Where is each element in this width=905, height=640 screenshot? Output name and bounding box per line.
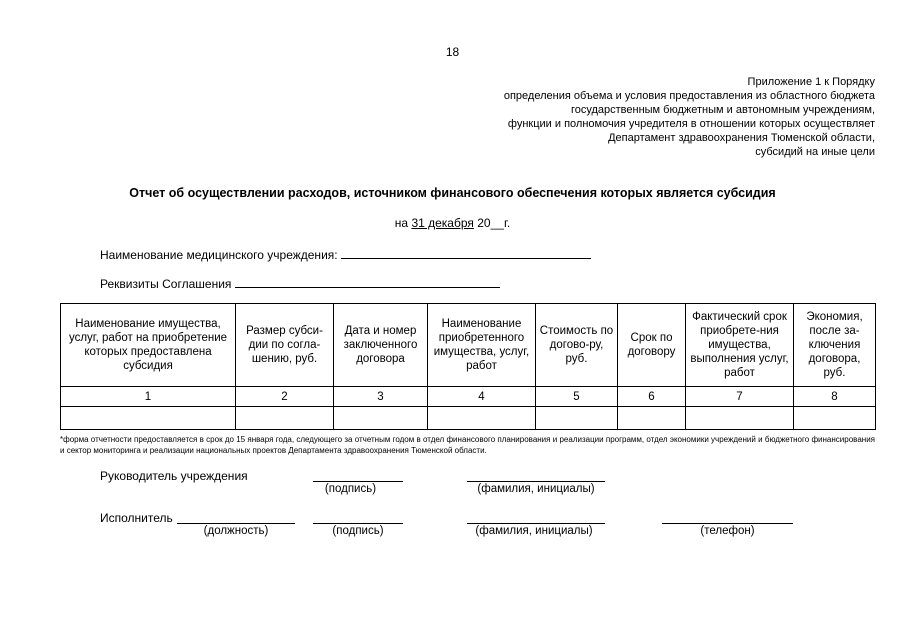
head-name-line[interactable] [467, 481, 605, 482]
table-header-cell: Экономия, после за-ключения договора, руб. [794, 304, 876, 387]
head-signature-caption: (подпись) [324, 483, 377, 495]
table-cell[interactable] [334, 407, 428, 430]
table-header-cell: Наименование имущества, услуг, работ на приобретение которых предоставлена субсидия [61, 304, 236, 387]
column-number: 5 [536, 387, 618, 407]
column-number: 2 [236, 387, 334, 407]
column-number: 6 [618, 387, 686, 407]
date-prefix: на [394, 216, 412, 230]
appendix-line: государственным бюджетным и автономным учреждениям, [570, 104, 875, 116]
agreement-blank-line[interactable] [235, 275, 500, 288]
table-cell[interactable] [236, 407, 334, 430]
table-number-row [61, 387, 876, 407]
column-number: 1 [61, 387, 236, 407]
table-header-cell: Наименование приобретенного имущества, услуг, работ [428, 304, 536, 387]
page-number: 18 [445, 45, 460, 59]
date-day-month: 31 декабря [411, 216, 474, 230]
appendix-line: функции и полномочия учредителя в отношении которых осуществляет [507, 118, 875, 130]
date-year: 20__г. [477, 216, 511, 230]
table-header-cell: Стоимость по догово-ру, руб. [536, 304, 618, 387]
executor-signature-line[interactable] [313, 523, 403, 524]
executor-name-line[interactable] [467, 523, 605, 524]
head-label: Руководитель учреждения [100, 469, 248, 483]
executor-name-caption: (фамилия, инициалы) [475, 525, 593, 537]
appendix-line: Приложение 1 к Порядку [747, 76, 875, 88]
institution-field [100, 246, 591, 262]
head-name-caption: (фамилия, инициалы) [477, 483, 595, 495]
institution-label: Наименование медицинского учреждения: [100, 248, 338, 262]
report-table [60, 303, 876, 430]
table-cell[interactable] [536, 407, 618, 430]
appendix-line: определения объема и условия предоставления из областного бюджета [503, 90, 875, 102]
head-signature-line[interactable] [313, 481, 403, 482]
executor-label: Исполнитель [100, 511, 173, 525]
column-number: 8 [794, 387, 876, 407]
table-header-row [61, 304, 876, 387]
table-header-cell: Срок по договору [618, 304, 686, 387]
table-header-cell: Дата и номер заключенного договора [334, 304, 428, 387]
appendix-line: субсидий на иные цели [755, 146, 875, 158]
table-cell[interactable] [794, 407, 876, 430]
table-cell[interactable] [61, 407, 236, 430]
column-number: 4 [428, 387, 536, 407]
table-cell[interactable] [428, 407, 536, 430]
appendix-header [504, 75, 875, 159]
table-row [61, 407, 876, 430]
agreement-label: Реквизиты Соглашения [100, 277, 232, 291]
executor-position-caption: (должность) [203, 525, 269, 537]
executor-phone-caption: (телефон) [700, 525, 755, 537]
executor-signature-caption: (подпись) [332, 525, 384, 537]
report-title: Отчет об осуществлении расходов, источником финансового обеспечения которых является субсидия [129, 186, 776, 200]
table-header-cell: Размер субси-дии по согла-шению, руб. [236, 304, 334, 387]
report-date [0, 216, 905, 230]
appendix-line: Департамент здравоохранения Тюменской области, [608, 132, 875, 144]
table-header-cell: Фактический срок приобрете-ния имущества, выполнения услуг, работ [686, 304, 794, 387]
column-number: 3 [334, 387, 428, 407]
institution-blank-line[interactable] [341, 246, 591, 259]
table-cell[interactable] [618, 407, 686, 430]
executor-phone-line[interactable] [662, 523, 793, 524]
column-number: 7 [686, 387, 794, 407]
footnote: *форма отчетности предоставляется в срок до 15 января года, следующего за отчетным годом в отдел финансового планирования и реализации программ, отдел экономики учреждений и бюджетного финансирования и сектор мониторинга и реализации национальных проектов Департамента здравоохранения Тюменской области. [60, 435, 875, 455]
agreement-field [100, 275, 500, 291]
executor-position-line[interactable] [177, 523, 295, 524]
table-cell[interactable] [686, 407, 794, 430]
